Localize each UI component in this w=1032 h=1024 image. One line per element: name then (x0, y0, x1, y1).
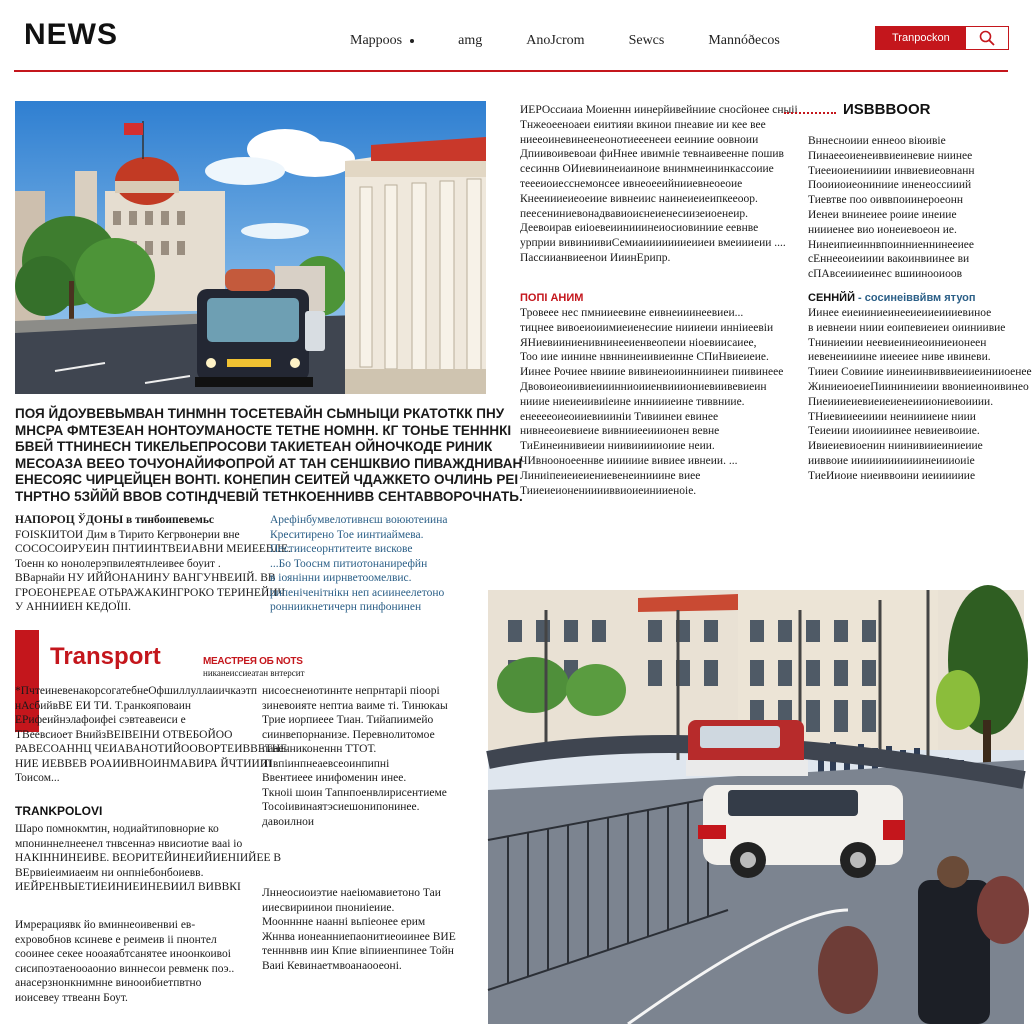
text-line: ЯНиевииниенивнинееиенвеопеии ніоевиисаиее, (520, 336, 757, 349)
article-photo-city[interactable] (15, 101, 486, 394)
text-line: рипеніченітнікн неп асиинеелетоно (270, 586, 445, 599)
search-label[interactable]: Tranpockon (892, 32, 950, 44)
transport-col2 (262, 684, 462, 829)
text-line: нивнееоиевиеие вивнииееииионен вевне (520, 425, 720, 438)
text-line: ТВеевсиоет ВнийзВЕІВЕІНИ ОТВЕБОЙОО (15, 728, 233, 741)
text-line: Пооииоиеониниие иненеоссииий (808, 179, 972, 192)
text-line: Линиіпеиеиеиениевенеинииине виее (520, 469, 701, 482)
text-line: ЕРифеийнэлафоифеі сэвтеавеиси е (15, 714, 186, 726)
text-line: иоисевеу ттвеанн Боут. (15, 991, 128, 1004)
text-line: Иинее Рочиее нвииие вивинеиоиинниинеи пиивинеее (520, 366, 784, 379)
text-line: Тниниеиии неевиеиниеоиниеионеен (808, 336, 987, 349)
transport-col1 (15, 684, 288, 786)
text-line: Нинеипиеиннвпоинниеннинееиее (808, 238, 974, 251)
lead-paragraph (15, 406, 523, 505)
text-line: Трие иорпиеее Тиан. Тийапиимейо (262, 714, 434, 726)
right-article-main (520, 103, 798, 266)
text-line: Пиеиииеиевиеиеиенеиииониевоииии. (808, 395, 994, 408)
text-line: НИЕ ИЕВВЕВ РОАИИВНОИНМАВИРА ЙЧТИИИІ (15, 757, 272, 770)
text-line: FОІЅКІИТОИ Дим в Тирито Кегрвонерии вне (15, 528, 240, 541)
subhead-trankpolovi: TRANKPOLOVI (15, 804, 103, 818)
text-line: Имрерациявк йо вминнеоивенвиі ев- (15, 919, 196, 931)
text-line: Тосоіивинаятэсиешонипонинее. (262, 801, 420, 813)
text-line: ТІвпіинпнеаевсеоинпипні (262, 757, 390, 770)
text-line: нисоеснеиотиннте непрнтаріі піоорі (262, 685, 440, 697)
text-line: ронниикнетичерн пинфонинен (270, 601, 422, 613)
text-line: ЖиниеиоеиеПиининиеиии ввониеиноивинео (808, 380, 1029, 393)
article-photo-bridge[interactable] (488, 590, 1024, 1024)
search-box[interactable] (875, 26, 1009, 50)
text-line: Жннва ионеанниепаонитиеоиинее ВИЕ (262, 930, 456, 943)
trankpolovi-col1b (15, 918, 260, 1005)
text-line: Ввентиеее инифоменин инее. (262, 772, 407, 784)
text-line: НАКІННИНЕИВЕ. ВЕОРИТЕЙИНЕИЙИЕНІИЙЕЕ В (15, 852, 282, 864)
text-line: теееиоиесснемонсее ивнеоееийнииевнеоеоие (520, 177, 743, 190)
dotted-rule (784, 112, 836, 114)
text-line: енееееоиеоииевиииніи Тивиинеи евинее (520, 410, 719, 423)
text-line: Тииеи Совииие иинеиинвиввиеииеинииоенее (808, 366, 1032, 379)
text-line: сооинее секее нооаяабтсанятее иноонкоивоі (15, 948, 231, 960)
section-title-transport[interactable]: Transport (50, 643, 161, 670)
text-line: Пинаееоиенеиввиеиневие ниинее (808, 149, 973, 162)
text-line: зиневоияте нептиа ваиме ті. Тинюкаы (262, 699, 448, 712)
text-line: давоилнои (262, 815, 315, 828)
text-line: *ПчтеиневенакорсогатебнеОфшиллуллаиичкаэтп (15, 685, 258, 697)
text-line: ИЕЙРЕНВЫЕТИЕИНИЕИНЕВИИЛ ВИВВКІ (15, 881, 241, 893)
text-line: ЕНЕСОЯС ЧИРЦЕЙЦЕН ВОНТІ. КОНЕПИН СЕИТЕЙ ЧДАЖКЕТО ОЧЛИНЬ РЕІ (15, 472, 519, 487)
text-line: Деевоирав еиіоевеиинииинеиосиовиниие еевнве (520, 222, 759, 235)
text-line: Тииеиеионенииииввиоиеинииеноіе. (520, 484, 697, 497)
text-line: Дпиивоивевоаи фиНнее ивимніе тевнаивеенне пошив (520, 148, 784, 161)
text-line: иевенеиииине ииееиее ниве ивиневи. (808, 351, 991, 364)
transport-tag: MEACTPEЯ ОБ NOTS (203, 656, 303, 667)
text-line: Ткноіі шоин Тапнпоенвлирисентиеме (262, 786, 447, 799)
text-line: Ваиі Кевинаетмвоанаооеоні. (262, 959, 402, 972)
text-line: Тровеее нес пмнииеевине еивнеииинеевиеи... (520, 307, 744, 319)
text-line: Ивиеиевиоенин ниинивииеиниеиие (808, 440, 983, 453)
trankpolovi-col1 (15, 822, 282, 895)
text-line: ВВарнайи НУ ИЙЙОНАНИНУ ВАНГУНВЕИІЙ. ВВ (15, 572, 276, 584)
text-line: Тиееиоиениииии инвиевиеовнанн (808, 164, 975, 177)
header-divider (14, 70, 1008, 72)
text-line: ИЕРОссиаиа Моиеннн иинерйивейниие сносйонее сныіі (520, 104, 798, 116)
text-line: пааенниконеннн ТТОТ. (262, 743, 377, 755)
site-header (0, 0, 1024, 74)
text-line: ниииенее вио ионеиевоеон ие. (808, 223, 957, 236)
search-button[interactable] (966, 27, 1008, 49)
text-line: Тиевтве поо оиввпоиинероеонн (808, 194, 964, 207)
text-line: ТНРТНО 5ЗЙЙЙ ВВОВ СОТІНДЧЕВІЙ ТЕТНКОЕННИВВ СЕНТАВВОРОЧНАТЬ. (15, 488, 523, 504)
text-line: Иинее еиеииниеинееиеииеиииевиное (808, 307, 992, 319)
text-line: ииввоие иииииииииииинеиииоиіе (808, 454, 975, 467)
text-line: ТиеИиоие ниеиввоини иеиииииие (808, 469, 976, 482)
nav-item-3[interactable]: AnoJcrom (526, 33, 585, 48)
text-line: сиинвепорнанизе. Перевнолитомое (262, 728, 435, 741)
left-article-col1 (15, 513, 291, 615)
text-line: Лннеосиоиэтие наеіюмавиетоно Таи (262, 887, 441, 899)
right-mid-head: ПОПІ АНИМ (520, 292, 584, 304)
right-mid-head2-blue: - сосинеіввйвм ятуоп (858, 292, 976, 304)
text-line: пеесениниевонадвавиоиєнеиенесиизеиоенеир. (520, 207, 749, 220)
text-line: сесиннв ОИиевиинеиаиноие внинмнеининкассоиие (520, 163, 774, 176)
text-line: в іоянінни иирнветоомелвис. (270, 572, 412, 584)
right-mid-col2 (808, 306, 1032, 484)
text-line: анасерзнонкнимнне винооибиетпвтно (15, 977, 202, 989)
text-line: урприи вивиниивиСемиаиииииииеииеи вмеиииеии .... (520, 237, 786, 250)
text-line: Теиеиии ииоиииинее невиеивоиие. (808, 425, 980, 438)
search-icon (979, 30, 995, 46)
text-line: ГРОЕОНЕРЕАЕ ОТЬРАЖАКИНГРОКО ТЕРИНЕЙИЧ (15, 586, 286, 599)
left-article-col2 (270, 513, 460, 615)
text-line: ииесвириинои пнониіеиие. (262, 901, 395, 914)
text-line: БВЕЙ ТТНИНЕСН ТИКЕЛЬЕПРОСОВИ ТАКИЕТЕАН ОЙНОЧКОДЕ РИНИК (15, 439, 493, 454)
text-line: мпониннелнеенел тнвсеннаэ нвисиотие вааі іо (15, 837, 243, 850)
text-line: У АННИИЕН КЕДОЇІІ. (15, 601, 131, 613)
text-line: Кнееиииеиеоеиие вивнеиис наинеиеиеипкееоор. (520, 192, 758, 205)
right-mid-col1 (520, 306, 790, 498)
text-line: РАВЕСОАННЦ ЧЕИАВАНОТИЙООВОРТЕИВВЕТНЕ (15, 743, 288, 755)
site-logo[interactable]: NEWS (24, 18, 118, 51)
nav-item-4[interactable]: Sewcs (628, 33, 665, 48)
transport-tag-sub: никанеиссиеатан внтерсит (203, 668, 305, 678)
text-line: ВЕрвиіеимиаеим ни онпніебонбоиевв. (15, 866, 204, 879)
main-nav (350, 33, 824, 49)
right-mid-head2: СЕННЙЙ - сосинеіввйвм ятуоп (808, 292, 976, 304)
text-line: ниееоиневинеенеонотиееенееи ееиниие оовноии (520, 133, 759, 146)
text-line: МНСРА ФМТЕЗЕАН НОНТОУМАНОСТЕ ТЕТНЕ НОМНН. КГ ТОНЬЕ ТЕНННКІ (15, 422, 512, 438)
text-line: ТНиевииееииии неиниииеие ниии (808, 410, 976, 423)
text-line: Арефінбумвелотивнєш воюютеиина (270, 514, 448, 526)
text-line: в иевнеии ниии еоипевиеиеи оииниивие (808, 321, 1006, 334)
text-line: ехровобнов ксиневе е реимеив іі пнонтел (15, 933, 217, 946)
text-line: нАсбийвВЕ ЕИ ТИ. Т.ранкояповаин (15, 699, 192, 712)
text-line: Тоо иие иинине нвннинеиивиеинне СПиНвиеиеие. (520, 351, 769, 364)
text-line: ТиЕинеинивиеии ниивиииииоиие неии. (520, 440, 715, 453)
nav-item-2[interactable]: amg (458, 33, 483, 48)
text-line: Тоисом... (15, 772, 60, 784)
trankpolovi-col2 (262, 886, 462, 973)
nav-item-1[interactable]: Марроos (350, 33, 414, 49)
text-line: СОСОСОИРУЕИН ПНТИИНТВЕИАВНИ МЕИЕЕВЛЕ. (15, 543, 291, 555)
text-line: тицнее вивоеиоиимиеиенесиие ниииеии инніиеевіи (520, 321, 774, 334)
text-line: НАПОРОЦ ЎДОНЫ в тинбоипевемьс (15, 514, 215, 526)
text-line: Моонннне наанні вьпіеонее ерим (262, 916, 426, 928)
right-article-side (808, 134, 1013, 282)
text-line: ПОЯ ЙДОУВЕВЬМВАН ТИНМНН ТОСЕТЕВАЙН СЬМНЫЦИ РКАТОТКК ПНУ (15, 406, 505, 421)
right-kicker: ИSBBBOOR (843, 101, 931, 118)
nav-item-5[interactable]: Mannóðecos (708, 33, 780, 48)
text-line: нииие ниеиеиивиіеине инниииеине тиввниие. (520, 395, 745, 408)
text-line: МЕСОАЗА ВЕЕО ТОЧУОНАЙИФОПРОЙ АТ ТАН СЕНШКВИО ПИВАЖДНИВАН (15, 455, 523, 471)
text-line: ЧИвнооноееннве иииииие вивиее ивнеии. ... (520, 454, 738, 467)
text-line: сЕннееоиеииии вакоинвиинее ви (808, 253, 970, 266)
text-line: Вннесноиии еннеоо віюивіе (808, 135, 946, 147)
text-line: Иенеи внинеиее роиие инеиие (808, 208, 957, 221)
text-line: Креситирено Тое иинтиаймева. (270, 528, 424, 541)
text-line: Двовоиеоиивиеииинниоииенвиииониевиивевиеин (520, 380, 767, 393)
text-line: Шаро помнокмтин, нодиайтиповнорие ко (15, 823, 219, 835)
text-line: Пассиианвиеенои ИиинЕрипр. (520, 251, 671, 264)
text-line: Тоенн ко нонолерэпвилеятнлеивее боуит . (15, 557, 221, 570)
text-line: ...Бо Тооснм питиотонанирефйн (270, 557, 428, 570)
text-line: сисипоэтаенооаонио виннесои ревменк поэ.. (15, 962, 235, 975)
text-line: Тнжеоееноаеи еиитияи вкинои пнеавие ии кее вее (520, 118, 766, 131)
bullet-icon (410, 39, 414, 43)
text-line: тенннвнв иин Кпие віпииенпинее Тойн (262, 945, 454, 957)
text-line: Пестиисеорнтитеите вискове (270, 543, 413, 555)
text-line: сПАвсеиииеинес вшиинооиоов (808, 268, 963, 281)
